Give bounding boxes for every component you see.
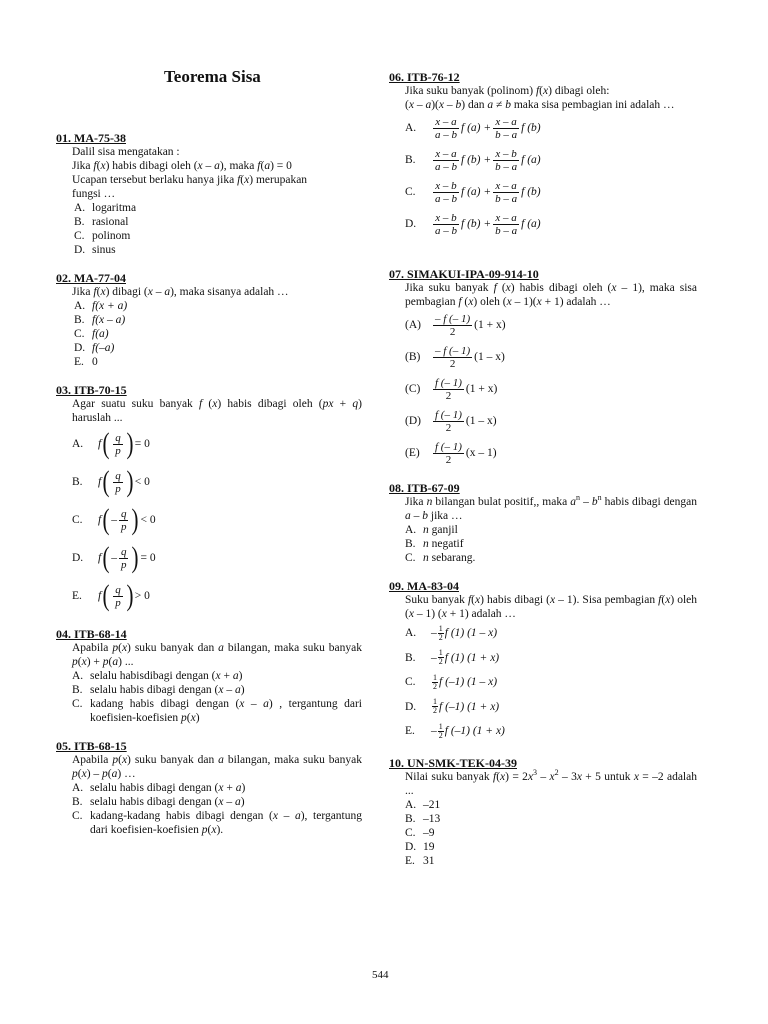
question-header: 05. ITB-68-15 <box>56 739 127 753</box>
question-03 <box>56 383 362 615</box>
fraction <box>493 212 519 237</box>
option-e <box>405 719 697 744</box>
function-term: f (b) + <box>461 218 492 230</box>
formula <box>98 543 156 573</box>
option-a <box>72 425 362 463</box>
option-c: C. –9 <box>405 827 435 839</box>
minus-sign: – <box>111 514 117 526</box>
numerator: f (– 1) <box>435 376 462 389</box>
factor: (1 + x) <box>474 319 506 331</box>
numerator: 1 <box>433 697 437 707</box>
right-paren: ) <box>126 465 134 498</box>
minus-sign: – <box>431 627 437 640</box>
numerator: x – b <box>433 180 459 193</box>
fraction <box>433 180 459 205</box>
option-b <box>405 646 697 671</box>
option-label: C. <box>72 514 83 526</box>
option-label: (D) <box>405 415 421 427</box>
fraction <box>433 148 459 173</box>
fraction <box>432 674 438 691</box>
question-text: Jika suku banyak (polinom) f(x) dibagi oleh: <box>405 85 610 97</box>
denominator: 2 <box>433 681 437 691</box>
question-header: 02. MA-77-04 <box>56 271 126 285</box>
function-term: f (a) + <box>461 122 492 134</box>
minus-sign: – <box>431 651 437 664</box>
question-text: Jika f(x) dibagi (x – a), maka sisanya adalah … <box>72 286 289 298</box>
question-text: Jika n bilangan bulat positif,, maka $a^n - b^n$ habis dibagi dengan a – b jika … <box>405 493 698 522</box>
fraction <box>493 148 519 173</box>
question-10 <box>389 756 697 868</box>
question-header: 08. ITB-67-09 <box>389 481 460 495</box>
fraction <box>433 441 464 466</box>
left-paren: ( <box>102 503 110 536</box>
option-d: D. sinus <box>74 244 116 256</box>
option-label: D. <box>405 218 417 230</box>
option-a: A. selalu habis dibagi dengan (x + a) <box>72 782 246 794</box>
option-label: (A) <box>405 319 421 331</box>
relation: = 0 <box>140 552 156 564</box>
denominator: p <box>115 444 121 457</box>
option-a: A. n ganjil <box>405 524 458 536</box>
question-04 <box>56 627 362 725</box>
fraction <box>119 508 129 533</box>
function-term: f (a) + <box>461 186 492 198</box>
denominator: p <box>120 558 127 571</box>
option-label: E. <box>405 725 415 738</box>
denominator: a – b <box>435 160 457 173</box>
function-term: f (b) + <box>461 154 492 166</box>
option-label: B. <box>72 476 83 488</box>
option-label: (E) <box>405 447 420 459</box>
function-name: f <box>98 514 102 526</box>
function-name: f <box>98 438 102 450</box>
option-c <box>72 501 362 539</box>
option-b <box>405 144 697 176</box>
numerator: x – a <box>493 212 519 225</box>
expression: f (–1) (1 + x) <box>439 700 500 713</box>
option-label: D. <box>405 700 417 713</box>
question-text: Jika f(x) habis dibagi oleh (x – a), maka f(a) = 0 <box>72 160 292 172</box>
option-c <box>405 176 697 208</box>
option-b: B. –13 <box>405 813 441 825</box>
formula <box>98 467 150 497</box>
option-c: C. f(a) <box>74 328 109 340</box>
option-a <box>405 112 697 144</box>
option-c: C. n sebarang. <box>405 552 476 564</box>
factor: (1 – x) <box>474 351 505 363</box>
denominator: a – b <box>435 224 457 237</box>
question-text: Apabila p(x) suku banyak dan a bilangan, maka suku banyak p(x) + p(a) ... <box>72 642 362 668</box>
option-a <box>405 309 697 341</box>
option-e <box>72 577 362 615</box>
option-d <box>405 695 697 720</box>
relation: < 0 <box>140 514 156 526</box>
function-name: f <box>98 590 102 602</box>
fraction <box>433 409 464 434</box>
left-paren: ( <box>102 541 110 574</box>
denominator: p <box>120 520 127 533</box>
fraction <box>438 723 444 740</box>
question-header: 06. ITB-76-12 <box>389 70 460 84</box>
minus-sign: – <box>111 552 117 564</box>
relation: > 0 <box>134 590 150 602</box>
question-01 <box>56 131 362 257</box>
option-d: D. f(–a) <box>74 342 115 354</box>
question-02 <box>56 271 362 369</box>
fraction <box>113 584 123 609</box>
option-b: B. selalu habis dibagi dengan (x – a) <box>72 684 245 696</box>
denominator: 2 <box>445 421 452 434</box>
denominator: 2 <box>445 389 452 402</box>
option-b: B. n negatif <box>405 538 464 550</box>
denominator: 2 <box>449 325 456 338</box>
option-a <box>405 621 697 646</box>
numerator: – f (– 1) <box>435 344 471 357</box>
numerator: q <box>115 431 121 444</box>
option-label: D. <box>72 552 84 564</box>
fraction <box>433 345 472 370</box>
numerator: 1 <box>438 648 443 658</box>
denominator: 2 <box>433 706 437 716</box>
fraction <box>493 116 519 141</box>
denominator: b – a <box>495 192 518 205</box>
option-a: A. selalu habisdibagi dengan (x + a) <box>72 670 243 682</box>
question-text: Agar suatu suku banyak f (x) habis dibagi oleh (px + q) haruslah ... <box>72 398 362 424</box>
denominator: p <box>115 482 121 495</box>
option-c: C. kadang habis dibagi dengan (x – a) , tergantung dari koefisien-koefisien p(x) <box>72 698 362 724</box>
function-term: f (a) <box>521 218 541 230</box>
denominator: 2 <box>445 453 452 466</box>
function-term: f (b) <box>521 186 541 198</box>
numerator: q <box>120 507 127 520</box>
expression: f (–1) (1 + x) <box>444 725 505 738</box>
denominator: a – b <box>435 128 457 141</box>
question-09 <box>389 579 697 744</box>
option-d <box>405 208 697 240</box>
option-d <box>72 539 362 577</box>
option-a: A. logaritma <box>74 202 137 214</box>
option-b: B. f(x – a) <box>74 314 126 326</box>
fraction <box>119 546 129 571</box>
question-header: 07. SIMAKUI-IPA-09-914-10 <box>389 267 539 281</box>
fraction <box>433 116 459 141</box>
denominator: 2 <box>438 730 443 740</box>
question-header: 01. MA-75-38 <box>56 131 126 145</box>
fraction <box>113 432 123 457</box>
denominator: b – a <box>495 160 518 173</box>
option-b <box>405 341 697 373</box>
function-name: f <box>98 476 102 488</box>
left-paren: ( <box>102 427 110 460</box>
page-number: 544 <box>372 969 389 981</box>
option-c: C. kadang-kadang habis dibagi dengan (x – a), tergantung dari koefisien-koefisien p(x). <box>72 810 363 836</box>
fraction <box>433 212 459 237</box>
question-header: 03. ITB-70-15 <box>56 383 127 397</box>
option-e: E. 0 <box>74 356 98 368</box>
numerator: x – a <box>493 180 519 193</box>
option-label: E. <box>72 590 82 602</box>
left-paren: ( <box>102 579 110 612</box>
denominator: p <box>115 596 121 609</box>
formula <box>98 429 150 459</box>
question-header: 10. UN-SMK-TEK-04-39 <box>389 756 517 770</box>
option-c: C. polinom <box>74 230 131 242</box>
question-07 <box>389 267 697 469</box>
right-paren: ) <box>126 579 134 612</box>
factor: (x – 1) <box>465 447 497 459</box>
numerator: q <box>120 545 127 558</box>
numerator: q <box>115 583 121 596</box>
denominator: 2 <box>438 657 443 667</box>
expression: f (1) (1 + x) <box>444 651 500 664</box>
function-term: f (b) <box>521 122 541 134</box>
numerator: – f (– 1) <box>435 312 471 325</box>
right-paren: ) <box>131 541 139 574</box>
denominator: 2 <box>438 632 443 642</box>
option-label: C. <box>405 676 416 689</box>
question-text: fungsi … <box>72 188 116 200</box>
option-e <box>405 437 697 469</box>
expression: f (1) (1 – x) <box>444 627 498 640</box>
numerator: x – a <box>493 116 519 129</box>
option-label: (B) <box>405 351 421 363</box>
right-paren: ) <box>126 427 134 460</box>
fraction <box>432 698 438 715</box>
option-e: E. 31 <box>405 855 435 867</box>
option-c <box>405 373 697 405</box>
numerator: f (– 1) <box>435 440 462 453</box>
question-header: 04. ITB-68-14 <box>56 627 127 641</box>
question-text: Apabila p(x) suku banyak dan a bilangan, maka suku banyak p(x) – p(a) … <box>72 754 362 780</box>
question-08 <box>389 481 697 565</box>
option-label: A. <box>72 438 84 450</box>
option-d: D. 19 <box>405 841 435 853</box>
question-text: (x – a)(x – b) dan a ≠ b maka sisa pembagian ini adalah … <box>405 99 675 111</box>
fraction <box>493 180 519 205</box>
option-label: B. <box>405 154 416 166</box>
factor: (1 – x) <box>465 415 497 427</box>
numerator: x – b <box>433 212 459 225</box>
minus-sign: – <box>431 725 437 738</box>
denominator: b – a <box>495 224 518 237</box>
left-paren: ( <box>102 465 110 498</box>
option-b: B. rasional <box>74 216 129 228</box>
numerator: x – a <box>433 116 459 129</box>
option-label: A. <box>405 627 417 640</box>
right-paren: ) <box>131 503 139 536</box>
fraction <box>433 377 464 402</box>
question-header: 09. MA-83-04 <box>389 579 459 593</box>
numerator: q <box>115 469 121 482</box>
question-text: Dalil sisa mengatakan : <box>72 146 180 158</box>
numerator: 1 <box>438 623 443 633</box>
question-text: Nilai suku banyak $f(x) = 2x^3 - x^2 - 3x + 5$ untuk x = –2 adalah ... <box>405 768 697 797</box>
numerator: f (– 1) <box>435 408 462 421</box>
option-label: (C) <box>405 383 421 395</box>
option-label: A. <box>405 122 417 134</box>
numerator: 1 <box>438 721 443 731</box>
fraction <box>438 625 444 642</box>
option-a: A. –21 <box>405 799 441 811</box>
fraction <box>433 313 472 338</box>
numerator: 1 <box>433 672 437 682</box>
question-text: Ucapan tersebut berlaku hanya jika f(x) merupakan <box>72 174 308 186</box>
fraction <box>438 649 444 666</box>
relation: < 0 <box>134 476 150 488</box>
option-a: A. f(x + a) <box>74 300 128 312</box>
option-label: B. <box>405 651 416 664</box>
question-text: Suku banyak f(x) habis dibagi (x – 1). Sisa pembagian f(x) oleh (x – 1) (x + 1) adalah … <box>405 594 698 620</box>
factor: (1 + x) <box>465 383 498 395</box>
expression: f (–1) (1 – x) <box>439 676 498 689</box>
numerator: x – a <box>433 148 459 161</box>
formula <box>98 505 156 535</box>
fraction <box>113 470 123 495</box>
option-c <box>405 670 697 695</box>
relation: = 0 <box>134 438 150 450</box>
formula <box>98 581 150 611</box>
numerator: x – b <box>493 148 519 161</box>
option-b: B. selalu habis dibagi dengan (x – a) <box>72 796 245 808</box>
question-05 <box>56 739 362 837</box>
question-06 <box>389 70 697 240</box>
option-label: C. <box>405 186 416 198</box>
page-title: Teorema Sisa <box>164 67 261 86</box>
option-b <box>72 463 362 501</box>
denominator: b – a <box>495 128 518 141</box>
option-d <box>405 405 697 437</box>
denominator: 2 <box>449 357 456 370</box>
denominator: a – b <box>435 192 457 205</box>
function-name: f <box>98 552 102 564</box>
function-term: f (a) <box>521 154 541 166</box>
question-text: Jika suku banyak f (x) habis dibagi oleh (x – 1), maka sisa pembagian f (x) oleh (x – 1)(x + 1) adalah … <box>405 282 697 308</box>
